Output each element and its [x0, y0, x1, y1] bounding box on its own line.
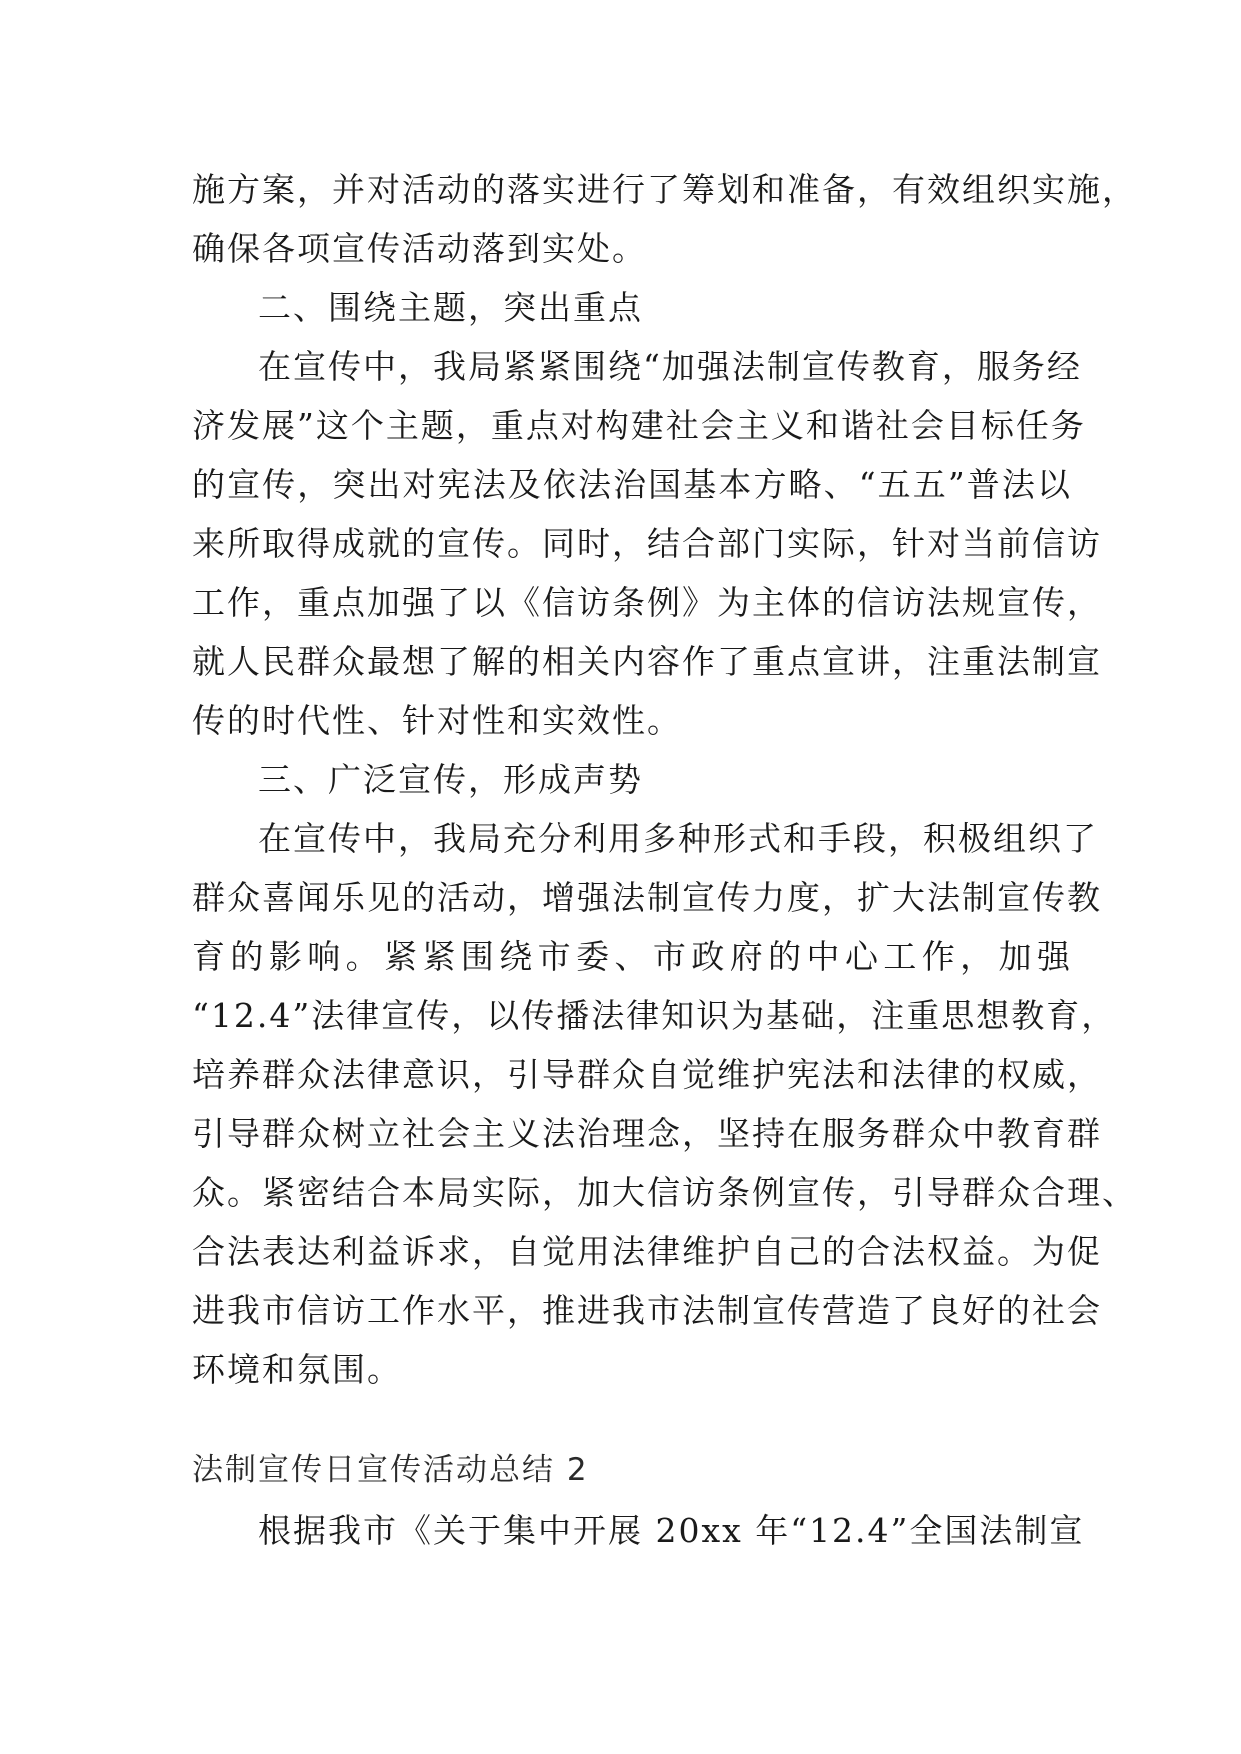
paragraph-line: 培养群众法律意识，引导群众自觉维护宪法和法律的权威，: [192, 1055, 1102, 1094]
section-heading: 三、广泛宣传，形成声势: [258, 760, 643, 799]
section-heading: 二、围绕主题，突出重点: [258, 288, 643, 327]
article-title: 法制宣传日宣传活动总结 2: [192, 1452, 589, 1488]
section-spacer: [192, 1399, 1072, 1439]
paragraph-line: 环境和氛围。: [192, 1350, 402, 1389]
paragraph-line: 工作，重点加强了以《信访条例》为主体的信访法规宣传，: [192, 583, 1102, 622]
paragraph-line: 来所取得成就的宣传。同时，结合部门实际，针对当前信访: [192, 524, 1102, 563]
paragraph-line: 众。紧密结合本局实际，加大信访条例宣传，引导群众合理、: [192, 1173, 1137, 1212]
paragraph-line: 济发展”这个主题，重点对构建社会主义和谐社会目标任务: [192, 406, 1086, 445]
paragraph-line: 进我市信访工作水平，推进我市法制宣传营造了良好的社会: [192, 1291, 1102, 1330]
paragraph-line: 合法表达利益诉求，自觉用法律维护自己的合法权益。为促: [192, 1232, 1102, 1271]
paragraph-line: 育的影响。紧紧围绕市委、市政府的中心工作，加强: [192, 937, 1072, 976]
paragraph-line: 在宣传中，我局紧紧围绕“加强法制宣传教育，服务经: [258, 347, 1082, 386]
paragraph-line: 确保各项宣传活动落到实处。: [192, 229, 647, 268]
paragraph-line: 群众喜闻乐见的活动，增强法制宣传力度，扩大法制宣传教: [192, 878, 1102, 917]
paragraph-line: 根据我市《关于集中开展 20xx 年“12.4”全国法制宣: [258, 1511, 1085, 1550]
paragraph-line: 的宣传，突出对宪法及依法治国基本方略、“五五”普法以: [192, 465, 1072, 504]
paragraph-line: “12.4”法律宣传，以传播法律知识为基础，注重思想教育，: [192, 996, 1117, 1035]
paragraph-line: 施方案，并对活动的落实进行了筹划和准备，有效组织实施，: [192, 170, 1137, 209]
paragraph-line: 就人民群众最想了解的相关内容作了重点宣讲，注重法制宣: [192, 642, 1102, 681]
paragraph-line: 传的时代性、针对性和实效性。: [192, 701, 682, 740]
document-body: [192, 160, 1137, 1560]
paragraph-line: 在宣传中，我局充分利用多种形式和手段，积极组织了: [258, 819, 1098, 858]
paragraph-line: 引导群众树立社会主义法治理念，坚持在服务群众中教育群: [192, 1114, 1102, 1153]
